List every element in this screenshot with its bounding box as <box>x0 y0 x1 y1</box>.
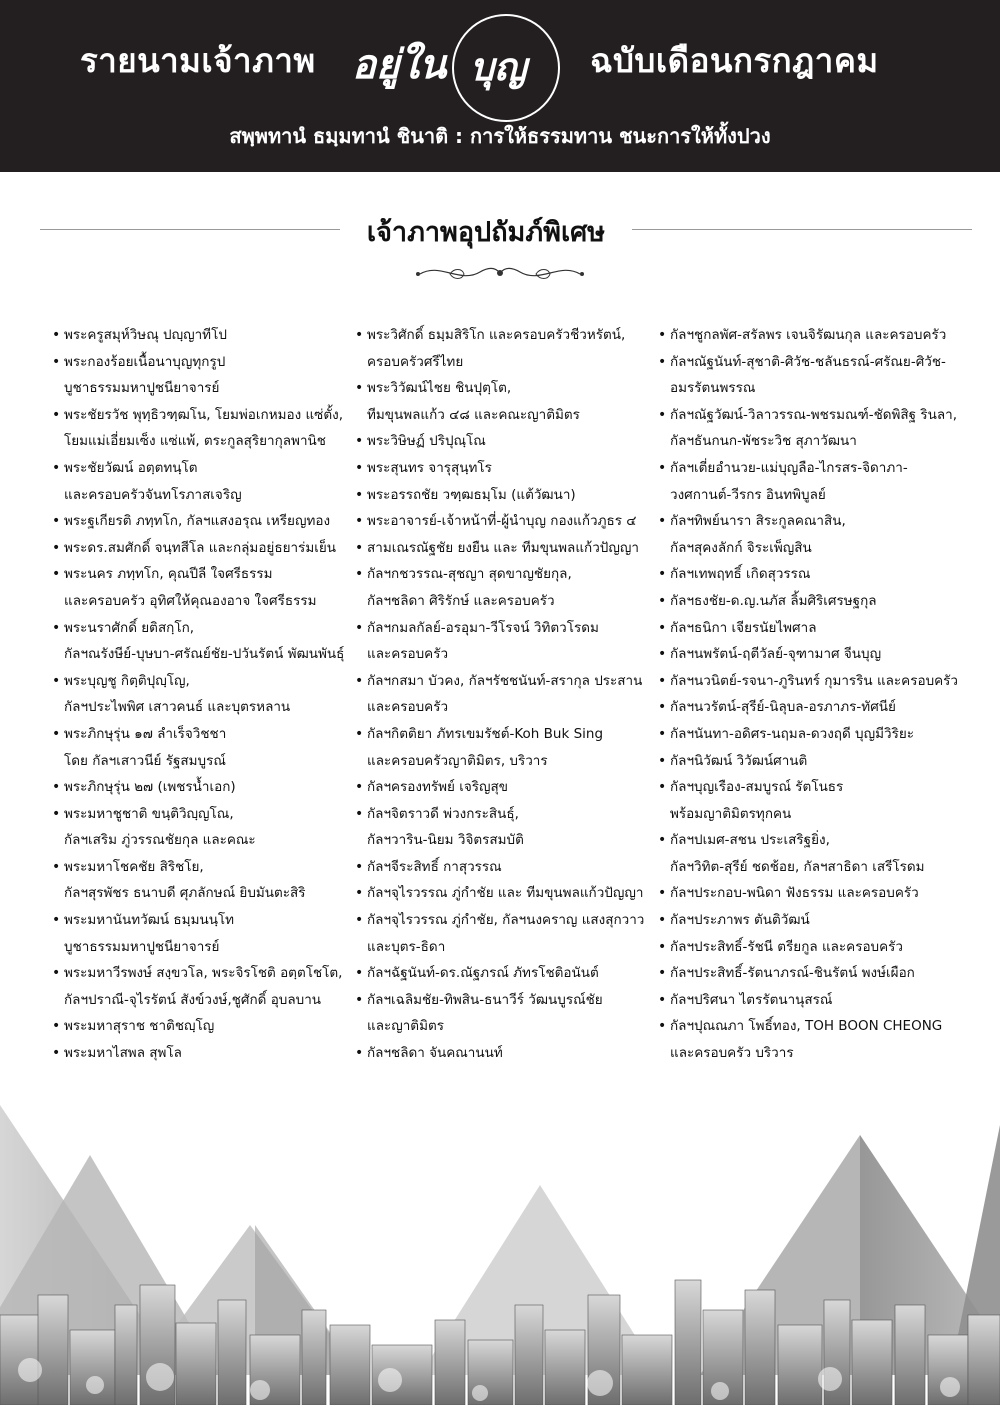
donor-entry-line: กัลฯประไพพิศ เสาวคนธ์ และบุตรหลาน <box>64 699 291 716</box>
donor-entry <box>52 1013 352 1040</box>
donor-entry-line: และครอบครัวจันทโรภาสเจริญ <box>64 486 242 503</box>
donor-entry-line: และบุตร-ธิดา <box>367 938 446 955</box>
donor-entry-line: • กัลฯกิตติยา ภัทรเขมรัชต์-Koh Buk Sing <box>367 725 604 742</box>
donor-entry-line: • กัลฯจีระสิทธิ์ กาสุวรรณ <box>367 858 502 875</box>
donor-entry-line: • กัลฯปริศนา ไตรรัตนานุสรณ์ <box>670 991 833 1008</box>
header-subtitle: สพฺพทานํ ธมฺมทานํ ชินาติ : การให้ธรรมทาน ชนะการให้ทั้งปวง <box>229 124 771 148</box>
donor-entry <box>52 508 352 535</box>
donor-entry <box>52 801 352 854</box>
donor-entry <box>658 349 978 402</box>
divider-right <box>632 229 972 230</box>
donor-entry-line: • กัลฯบุญเรือง-สมบูรณ์ รัตโนธร <box>670 779 844 796</box>
donor-entry-line: กัลฯปราณี-จุไรรัตน์ สังข์วงษ์,ชูศักดิ์ อุบลบาน <box>64 991 322 1008</box>
donor-entry <box>658 322 978 349</box>
donor-entry-line: บูชาธรรมมหาปูชนียาจารย์ <box>64 938 220 955</box>
donor-entry <box>52 322 352 349</box>
donor-entry <box>355 428 660 455</box>
donor-columns <box>0 322 1000 1082</box>
donor-entry <box>52 1040 352 1067</box>
donor-entry <box>658 907 978 934</box>
donor-entry <box>52 854 352 907</box>
donor-entry <box>355 801 660 854</box>
donor-entry-line: • พระอรรถชัย วฑฺฒธมฺโม (แต้วัฒนา) <box>367 486 576 503</box>
donor-entry <box>52 774 352 801</box>
donor-entry-line: • พระดร.สมศักดิ์ จนฺทสีโล และกลุ่มอยู่ธยาร่มเย็น <box>64 539 336 556</box>
donor-entry <box>658 934 978 961</box>
donor-entry <box>658 402 978 455</box>
donor-entry-line: กัลฯธันกนก-พัชระวิช สุภาวัฒนา <box>670 433 857 450</box>
donor-entry-line: • กัลฯประสิทธิ์-รัชนี ตรียกูล และครอบครัว <box>670 938 903 955</box>
donor-entry-line: • กัลฯปุณณภา โพธิ์ทอง, TOH BOON CHEONG <box>670 1018 943 1035</box>
donor-entry <box>355 615 660 668</box>
donor-entry <box>658 827 978 880</box>
donor-entry-line: กัลฯเสริม ภู่วรรณชัยกุล และคณะ <box>64 832 256 849</box>
donor-entry <box>355 721 660 774</box>
donor-entry <box>658 641 978 668</box>
donor-entry-line: • พระมหาสุราช ชาติชญฺโญ <box>64 1018 215 1035</box>
donor-entry-line: และครอบครัว บริวาร <box>670 1045 794 1062</box>
footer-city-pyramids-image <box>0 1095 1000 1405</box>
donor-entry <box>355 960 660 987</box>
donor-entry <box>355 561 660 614</box>
donor-entry-line: • พระกองร้อยเนื้อนาบุญทุกรูป <box>64 353 226 370</box>
donor-entry-line: กัลฯวิทิต-สุรีย์ ชดช้อย, กัลฯสาธิดา เสรีโรดม <box>670 858 925 875</box>
donor-entry <box>355 774 660 801</box>
donor-entry-line: • กัลฯทิพย์นารา สิระกูลคณาสิน, <box>670 513 846 530</box>
header-banner <box>0 0 1000 172</box>
donor-entry-line: โยมแม่เอี่ยมเซ็ง แซ่แพ้, ตระกูลสุริยากุลพานิช <box>64 433 326 450</box>
donor-entry-line: • กัลฯปเมศ-สชน ประเสริฐยิ่ง, <box>670 832 830 849</box>
donor-entry <box>355 1040 660 1067</box>
donor-entry-line: • กัลฯนิวัฒน์ วิวัฒน์ศานติ <box>670 752 808 769</box>
donor-entry <box>52 907 352 960</box>
donor-entry-line: • กัลฯชูกลพัศ-สรัลพร เจนจิรัฒนกุล และครอบครัว <box>670 327 947 343</box>
donor-entry-line: • กัลฯเตี่ยอำนวย-แม่บุญลือ-ไกรสร-จิดาภา- <box>670 459 908 476</box>
header-title-left: รายนามเจ้าภาพ <box>80 41 316 80</box>
donor-entry <box>355 375 660 428</box>
donor-entry-line: • พระวิวัฒน์ไชย ชินปุตฺโต, <box>367 380 512 397</box>
donor-entry <box>355 535 660 562</box>
ornament-icon <box>410 260 590 286</box>
donor-entry-line: • พระวิษิษฏ์ ปริปุณฺโณ <box>367 433 486 450</box>
donor-entry-line: • กัลฯเฉลิมชัย-ทิพสิน-ธนาวีร์ วัฒนบูรณ์ชัย <box>367 991 603 1008</box>
donor-entry-line: และครอบครัว <box>367 699 449 716</box>
donor-column-3 <box>658 322 978 1067</box>
donor-entry <box>658 1013 978 1066</box>
donor-entry <box>52 668 352 721</box>
donor-entry-line: • กัลฯกชวรรณ-สุชญา สุดขาญชัยกุล, <box>367 566 572 583</box>
donor-entry <box>355 508 660 535</box>
section-heading <box>40 210 972 290</box>
donor-entry <box>52 535 352 562</box>
donor-entry-line: • กัลฯจิตราวดี พ่วงกระสินธุ์, <box>367 805 519 822</box>
donor-entry <box>355 854 660 881</box>
donor-entry-line: • พระฐเกียรติ ภทฺทโก, กัลฯแสงอรุณ เหรียญทอง <box>64 513 331 530</box>
donor-entry-line: กัลฯสุคงลักก์ จิระเพ็ญสิน <box>670 539 812 556</box>
donor-entry-line: กัลฯวาริน-นิยม วิจิตรสมบัติ <box>367 832 524 849</box>
donor-entry <box>52 455 352 508</box>
donor-entry-line: • พระมหานันทวัฒน์ ธมฺมนนฺโท <box>64 912 235 929</box>
donor-entry <box>355 455 660 482</box>
donor-entry <box>52 561 352 614</box>
donor-entry-line: • พระมหาวีรพงษ์ สงฺขวโล, พระจิรโชติ อตฺตโชโต, <box>64 965 343 982</box>
donor-entry-line: วงศกานต์-วีรกร อินทพิบูลย์ <box>670 486 826 503</box>
donor-entry-line: ครอบครัวศรีไทย <box>367 353 464 370</box>
donor-entry-line: • กัลฯกสมา บัวคง, กัลฯรัชชนันท์-สรากุล ประสาน <box>367 672 643 689</box>
donor-entry <box>658 694 978 721</box>
donor-entry <box>52 402 352 455</box>
logo <box>352 14 577 114</box>
donor-entry-line: และครอบครัว อุทิศให้คุณองอาจ ใจศรีธรรม <box>64 592 317 609</box>
donor-entry <box>52 349 352 402</box>
donor-entry-line: • กัลฯประกอบ-พนิดา ฟังธรรม และครอบครัว <box>670 885 919 902</box>
donor-entry-line: • กัลฯเทพฤทธิ์ เกิดสุวรรณ <box>670 566 811 583</box>
donor-entry-line: • พระวิศักดิ์ ธมฺมสิริโก และครอบครัวชีวหรัตน์, <box>367 327 626 343</box>
divider-left <box>40 229 340 230</box>
donor-entry-line: บูชาธรรมมหาปูชนียาจารย์ <box>64 380 220 397</box>
donor-entry <box>658 668 978 695</box>
donor-entry-line: • พระชัยวัฒน์ อตฺตทนฺโต <box>64 459 198 476</box>
donor-entry-line: • กัลฯจุไรวรรณ ภู่กำชัย และ ทีมขุนพลแก้วปัญญา <box>367 885 644 902</box>
donor-entry-line: และครอบครัวญาติมิตร, บริวาร <box>367 752 548 769</box>
donor-entry-line: • พระมหาไสพล สุพโล <box>64 1045 182 1062</box>
donor-entry-line: • กัลฯประสิทธิ์-รัตนาภรณ์-ชินรัตน์ พงษ์เผือก <box>670 965 915 982</box>
donor-entry-line: กัลฯสุรพัชร ธนาบดี ศุภลักษณ์ ยิบมันตะสิริ <box>64 885 306 902</box>
donor-entry <box>355 322 660 375</box>
donor-entry-line: • กัลฯณัฐนันท์-สุชาติ-ศิวัช-ชลันธรณ์-ศรัณย-ศิวัช- <box>670 353 946 370</box>
donor-entry-line: • กัลฯจุไรวรรณ ภู่กำชัย, กัลฯนงคราญ แสงสุกวาว <box>367 912 645 929</box>
donor-entry-line: พร้อมญาติมิตรทุกคน <box>670 805 792 822</box>
donor-column-2 <box>355 322 660 1067</box>
donor-entry-line: • กัลฯนวรัตน์-สุรีย์-นิลุบล-อรภาภร-ทัศนีย์ <box>670 699 896 716</box>
donor-entry <box>52 721 352 774</box>
donor-entry-line: • พระบุญชู กิตฺติปุญฺโญ, <box>64 672 190 689</box>
donor-entry <box>52 615 352 668</box>
donor-entry-line: และครอบครัว <box>367 646 449 663</box>
donor-entry-line: • พระนราศักดิ์ ยติสกฺโก, <box>64 619 195 636</box>
donor-entry <box>658 987 978 1014</box>
donor-entry <box>658 721 978 748</box>
donor-entry <box>658 561 978 588</box>
donor-entry-line: • พระภิกษุรุ่น ๑๗ ลำเร็จวิชชา <box>64 725 227 742</box>
donor-entry <box>355 668 660 721</box>
donor-entry-line: • กัลฯฉัฐนันท์-ดร.ณัฐภรณ์ ภัทรโชติอนันต์ <box>367 965 599 982</box>
donor-entry-line: อมรรัตนพรรณ <box>670 380 756 397</box>
donor-entry <box>355 987 660 1040</box>
donor-entry-line: • กัลฯธนิกา เจียรนัยไพศาล <box>670 619 817 636</box>
donor-entry <box>658 615 978 642</box>
donor-entry-line: กัลฯณรังษีย์-บุษบา-ศรัณย์ชัย-ปวันรัตน์ พัฒนพันธุ์ <box>64 646 345 663</box>
donor-entry <box>658 960 978 987</box>
donor-entry-line: • กัลฯกมลกัลย์-อรอุมา-วีโรจน์ วิทิตวโรดม <box>367 619 599 636</box>
donor-entry <box>658 880 978 907</box>
donor-entry-line: • กัลฯนันทา-อดิศร-นฤมล-ดวงฤดี บุญมีวิริยะ <box>670 725 914 742</box>
donor-entry <box>658 455 978 508</box>
donor-entry <box>658 774 978 827</box>
donor-entry-line: • กัลฯณัฐวัฒน์-วิลาวรรณ-พชรมณฑ์-ชัดพิสิฐ รินลา, <box>670 406 958 423</box>
donor-entry-line: • พระมหาโชคชัย สิริชโย, <box>64 858 204 875</box>
donor-entry-line: • สามเณรณัฐชัย ยงยืน และ ทีมขุนพลแก้วปัญญา <box>367 539 639 556</box>
donor-entry <box>355 907 660 960</box>
donor-entry-line: • พระภิกษุรุ่น ๒๗ (เพชรน้ำเอก) <box>64 779 236 796</box>
donor-entry-line: • พระนคร ภทฺทโก, คุณปีลี ใจศรีธรรม <box>64 566 273 583</box>
donor-entry-line: ทีมขุนพลแก้ว ๔๘ และคณะญาติมิตร <box>367 406 580 423</box>
donor-entry-line: • กัลฯธงชัย-ด.ญ.นภัส ลิ้มศิริเศรษฐกุล <box>670 592 877 609</box>
donor-entry <box>658 588 978 615</box>
donor-entry-line: • พระครูสมุห์วิษณุ ปญฺญาทีโป <box>64 327 227 343</box>
donor-entry <box>658 748 978 775</box>
donor-entry-line: • กัลฯชลิดา จันคณานนท์ <box>367 1045 503 1062</box>
logo-text-b: บุญ <box>470 44 527 89</box>
donor-entry <box>355 482 660 509</box>
donor-entry-line: • พระอาจารย์-เจ้าหน้าที่-ผู้นำบุญ กองแก้วภูธร ๔ <box>367 513 637 530</box>
header-title-right: ฉบับเดือนกรกฎาคม <box>590 41 879 80</box>
donor-entry-line: และญาติมิตร <box>367 1018 444 1035</box>
donor-entry-line: • กัลฯนพรัตน์-ฤตีวัลย์-จุฑามาศ จีนบุญ <box>670 646 882 663</box>
logo-text-a: อยู่ใน <box>352 41 447 88</box>
donor-entry <box>52 960 352 1013</box>
section-title: เจ้าภาพอุปถัมภ์พิเศษ <box>366 217 606 248</box>
donor-entry <box>355 880 660 907</box>
donor-entry-line: • พระมหาชูชาติ ขนฺติวิญฺญโณ, <box>64 805 234 822</box>
donor-entry-line: กัลฯชลิดา ศิริรักษ์ และครอบครัว <box>367 592 555 609</box>
donor-entry-line: • กัลฯนวนิตย์-รจนา-ภูรินทร์ กุมารริน และครอบครัว <box>670 672 958 689</box>
donor-entry-line: • พระสุนทร จารุสุนฺทโร <box>367 459 492 476</box>
donor-entry-line: • กัลฯครองทรัพย์ เจริญสุข <box>367 779 509 796</box>
donor-entry-line: • พระชัยรวัช พุทฺธิวฑฺฒโน, โยมพ่อเกหมอง แซ่ตั้ง, <box>64 406 343 423</box>
donor-entry-line: โดย กัลฯเสาวนีย์ รัฐสมบูรณ์ <box>64 752 226 769</box>
donor-entry <box>658 508 978 561</box>
donor-entry-line: • กัลฯประภาพร ตันติวัฒน์ <box>670 912 810 929</box>
donor-column-1 <box>52 322 352 1067</box>
